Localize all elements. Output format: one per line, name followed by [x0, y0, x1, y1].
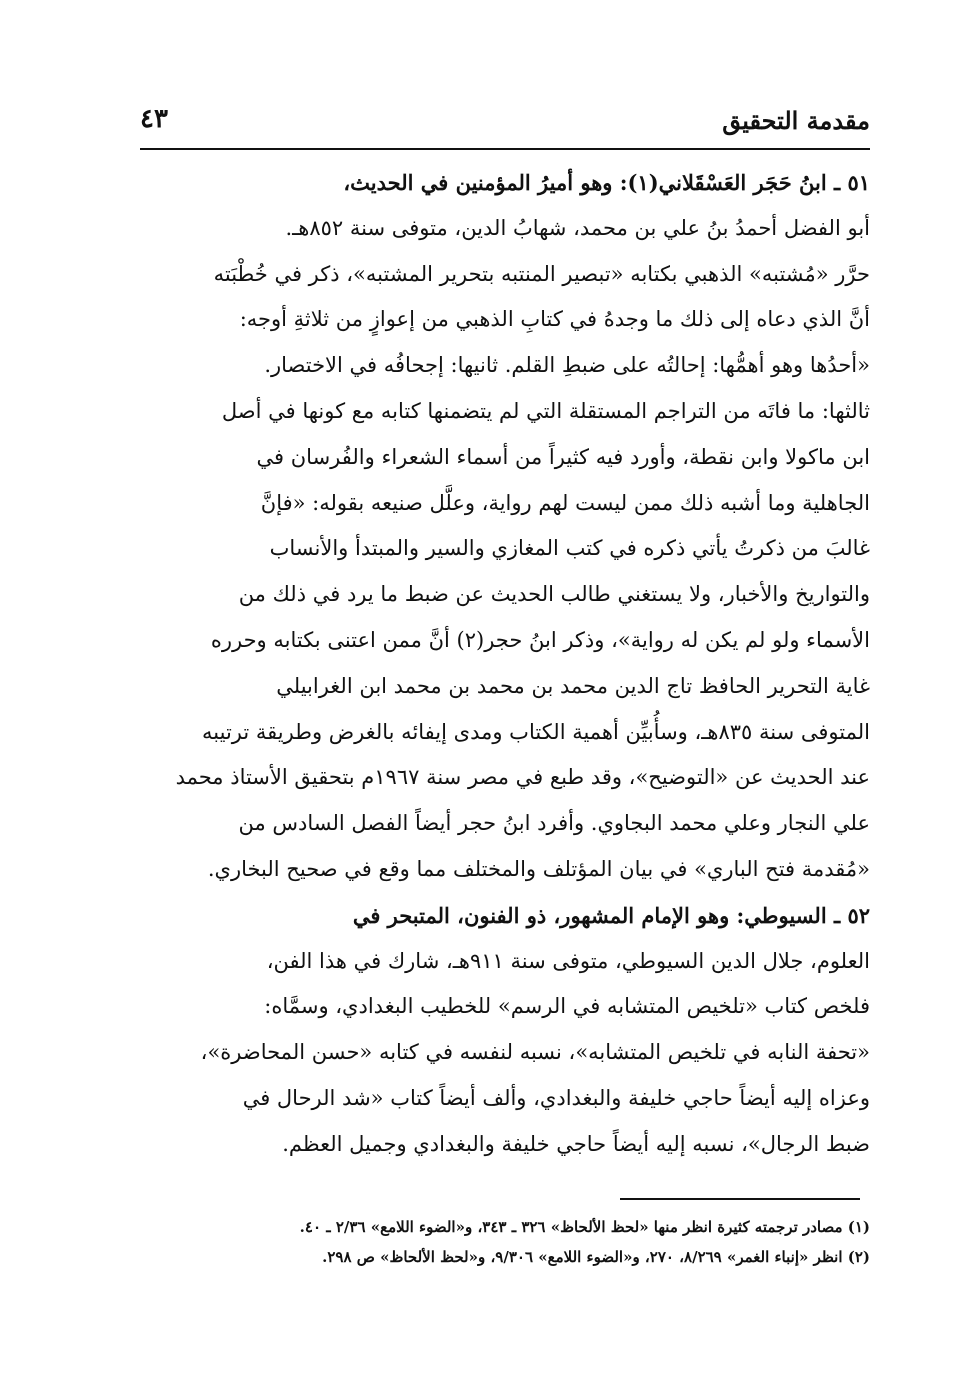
footnote: (٢) انظر «إنباء الغمر» ٨/٢٦٩، ٢٧٠، و«الضوء اللامع» ٩/٣٠٦، و«لحظ الألحاظ» ص ٢٩٨. [322, 1248, 870, 1266]
body-text [155, 160, 870, 1168]
footnote-rule [620, 1198, 860, 1200]
text-line: وعزاه إليه أيضاً حاجي خليفة والبغدادي، وألف أيضاً كتاب «شد الرحال في [242, 1085, 870, 1110]
text-line: ابن ماكولا وابن نقطة، وأورد فيه كثيراً من أسماء الشعراء والفُرسان في [256, 444, 870, 469]
text-line: العلوم، جلال الدين السيوطي، متوفى سنة ٩١١هـ، شارك في هذا الفن، [266, 948, 870, 973]
text-line: عند الحديث عن «التوضيح»، وقد طبع في مصر سنة ١٩٦٧م بتحقيق الأستاذ محمد [175, 765, 870, 790]
text-line: والتواريخ والأخبار، ولا يستغني طالب الحديث عن ضبط ما يرد في ذلك من [238, 582, 870, 607]
text-line: حرَّر «مُشتبه» الذهبي بكتابه «تبصير المنتبه بتحرير المشتبه»، ذكر في خُطْبَته [213, 261, 870, 286]
text-line: «مُقدمة فتح الباري» في بيان المؤتلف والمختلف مما وقع في صحيح البخاري. [207, 856, 870, 881]
text-line: ضبط الرجال»، نسبه إليه أيضاً حاجي خليفة والبغدادي وجميل العظم. [282, 1131, 870, 1156]
text-line: الأسماء ولو لم يكن له رواية»، وذكر ابنُ حجر(٢) أنَّ ممن اعتنى بكتابه وحرره [210, 627, 870, 652]
text-line: غالبَ من ذكرتُ يأتي ذكره في كتب المغازي والسير والمبتدأ والأنساب [269, 536, 870, 561]
text-line: الجاهلية وما أشبه ذلك ممن ليست لهم رواية، وعلَّل صنيعه بقوله: «فإنَّ [260, 490, 870, 515]
page-number: ٤٣ [140, 104, 168, 134]
footnote: (١) مصادر ترجمته كثيرة انظر منها «لحظ الألحاظ» ٣٢٦ ـ ٣٤٣، و«الضوء اللامع» ٢/٣٦ ـ ٤٠. [299, 1218, 870, 1236]
page-header [140, 100, 870, 140]
text-line: ٥١ ـ ابنُ حَجَر العَسْقَلاني(١): وهو أميرُ المؤمنين في الحديث، [343, 170, 870, 195]
text-line: غاية التحرير الحافظ تاج الدين محمد بن محمد بن محمد ابن الغرابيلي [276, 673, 870, 698]
text-line: المتوفى سنة ٨٣٥هـ، وسأُبيِّن أهمية الكتاب ومدى إيفائه بالغرض وطريقة ترتيبه [202, 719, 870, 744]
text-line: ٥٢ ـ السيوطي: وهو الإمام المشهور، ذو الفنون، المتبحر في [352, 902, 870, 928]
text-line: أبو الفضل أحمدُ بنُ علي بن محمد، شهابُ الدين، متوفى سنة ٨٥٢هـ. [285, 215, 870, 240]
header-rule [140, 148, 870, 150]
footnotes [155, 1212, 870, 1272]
text-line: علي النجار وعلي محمد البجاوي. وأفرد ابنُ حجر أيضاً الفصل السادس من [238, 811, 870, 836]
text-line: «تحفة النابه في تلخيص المتشابه»، نسبه لنفسه في كتابه «حسن المحاضرة»، [200, 1040, 870, 1065]
running-title: مقدمة التحقيق [722, 106, 870, 135]
text-line: ثالثها: ما فاتَه من التراجم المستقلة التي لم يتضمنها كتابه مع كونها في أصل [221, 398, 870, 423]
text-line: «أحدُها وهو أهمُّها: إحالتُه على ضبطِ القلم. ثانيها: إجحافُه في الاختصار. [264, 353, 870, 378]
text-line: أنَّ الذي دعاه إلى ذلك ما وجدهُ في كتابِ الذهبي من إعوازٍ من ثلاثةِ أوجه: [239, 307, 870, 332]
text-line: فلخص كتاب «تلخيص المتشابه في الرسم» للخطيب البغدادي، وسمَّاه: [264, 994, 870, 1019]
